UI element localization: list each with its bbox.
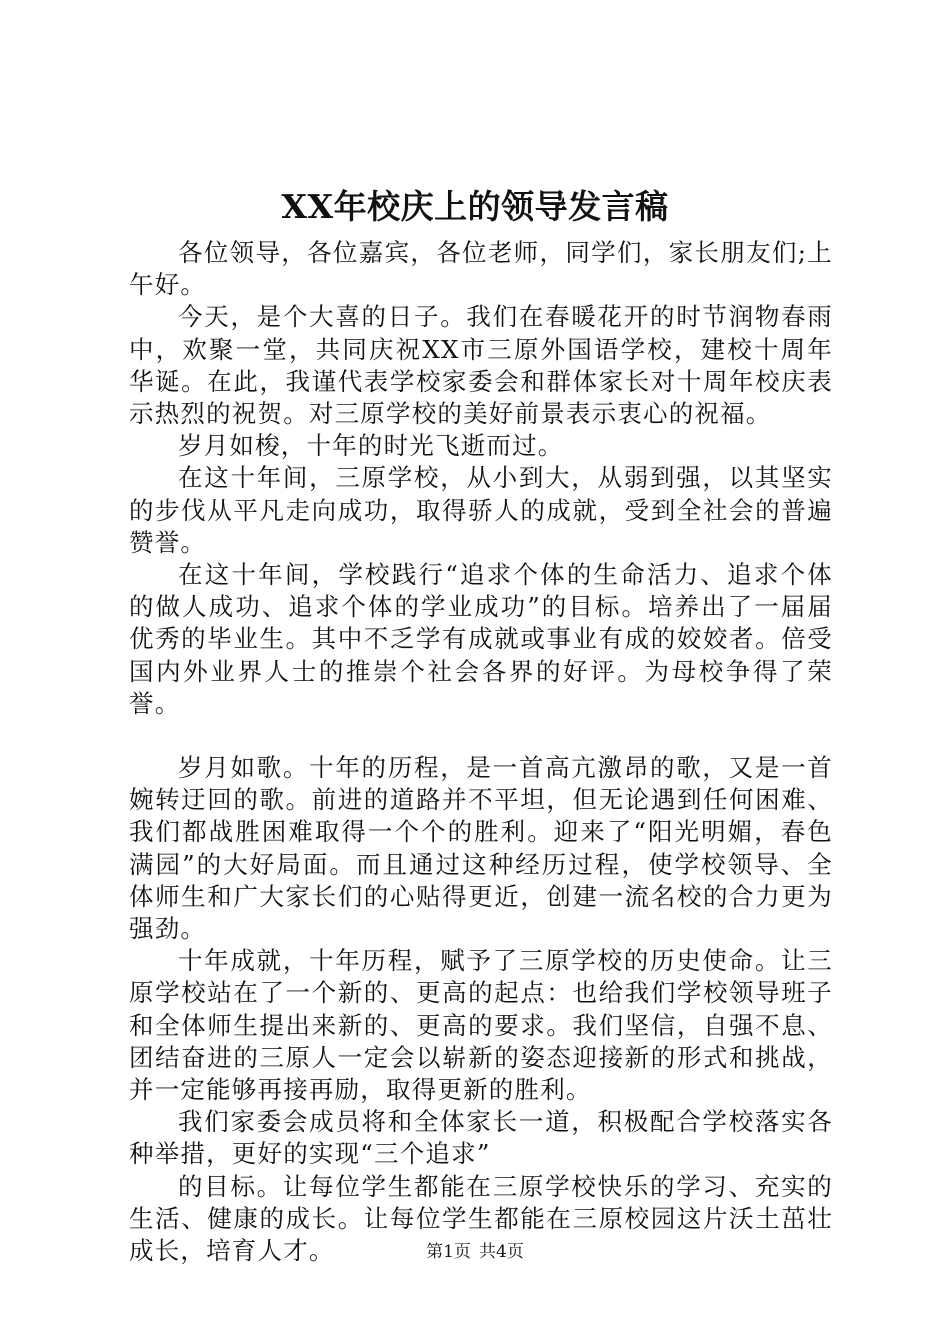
paragraph-journey: 岁月如歌。十年的历程，是一首高亢激昂的歌，又是一首婉转迂回的歌。前进的道路并不平坦，但无论遇到任何困难、我们都战胜困难取得一个个的胜利。迎来了“阳光明媚，春色满园”的大好局面。而且通过这种经历过程，使学校领导、全体师生和广大家长们的心贴得更近，创建一流名校的合力更为强劲。 [129, 753, 833, 944]
document-body [129, 237, 833, 1267]
paragraph-closing: 的目标。让每位学生都能在三原学校快乐的学习、充实的生活、健康的成长。让每位学生都能在三原校园这片沃土茁壮成长，培育人才。 [129, 1171, 833, 1266]
paragraph-greeting: 各位领导，各位嘉宾，各位老师，同学们，家长朋友们;上午好。 [129, 238, 833, 300]
paragraph-goals: 在这十年间，学校践行“追求个体的生命活力、追求个体的做人成功、追求个体的学业成功”的目标。培养出了一届届优秀的毕业生。其中不乏学有成就或事业有成的姣姣者。倍受国内外业界人士的推崇个社会各界的好评。为母校争得了荣誉。 [129, 560, 833, 718]
paragraph-celebration: 今天，是个大喜的日子。我们在春暖花开的时节润物春雨中，欢聚一堂，共同庆祝XX市三原外国语学校，建校十周年华诞。在此，我谨代表学校家委会和群体家长对十周年校庆表示热烈的祝贺。对三原学校的美好前景表示衷心的祝福。 [129, 302, 833, 429]
paragraph-growth: 在这十年间，三原学校，从小到大，从弱到强，以其坚实的步伐从平凡走向成功，取得骄人的成就，受到全社会的普遍赞誉。 [129, 463, 833, 557]
paragraph-cooperation: 我们家委会成员将和全体家长一道，积极配合学校落实各种举措，更好的实现“三个追求” [129, 1107, 833, 1169]
page-total: 共4页 [479, 1242, 524, 1262]
page-number: 第1页 [426, 1242, 471, 1262]
page-footer [0, 1240, 950, 1264]
paragraph-time-flies: 岁月如梭，十年的时光飞逝而过。 [178, 431, 564, 461]
document-title: XX年校庆上的领导发言稿 [281, 187, 669, 226]
paragraph-mission: 十年成就，十年历程，赋予了三原学校的历史使命。让三原学校站在了一个新的、更高的起点：也给我们学校领导班子和全体师生提出来新的、更高的要求。我们坚信，自强不息、团结奋进的三原人一定会以崭新的姿态迎接新的形式和挑战，并一定能够再接再励，取得更新的胜利。 [129, 946, 833, 1105]
